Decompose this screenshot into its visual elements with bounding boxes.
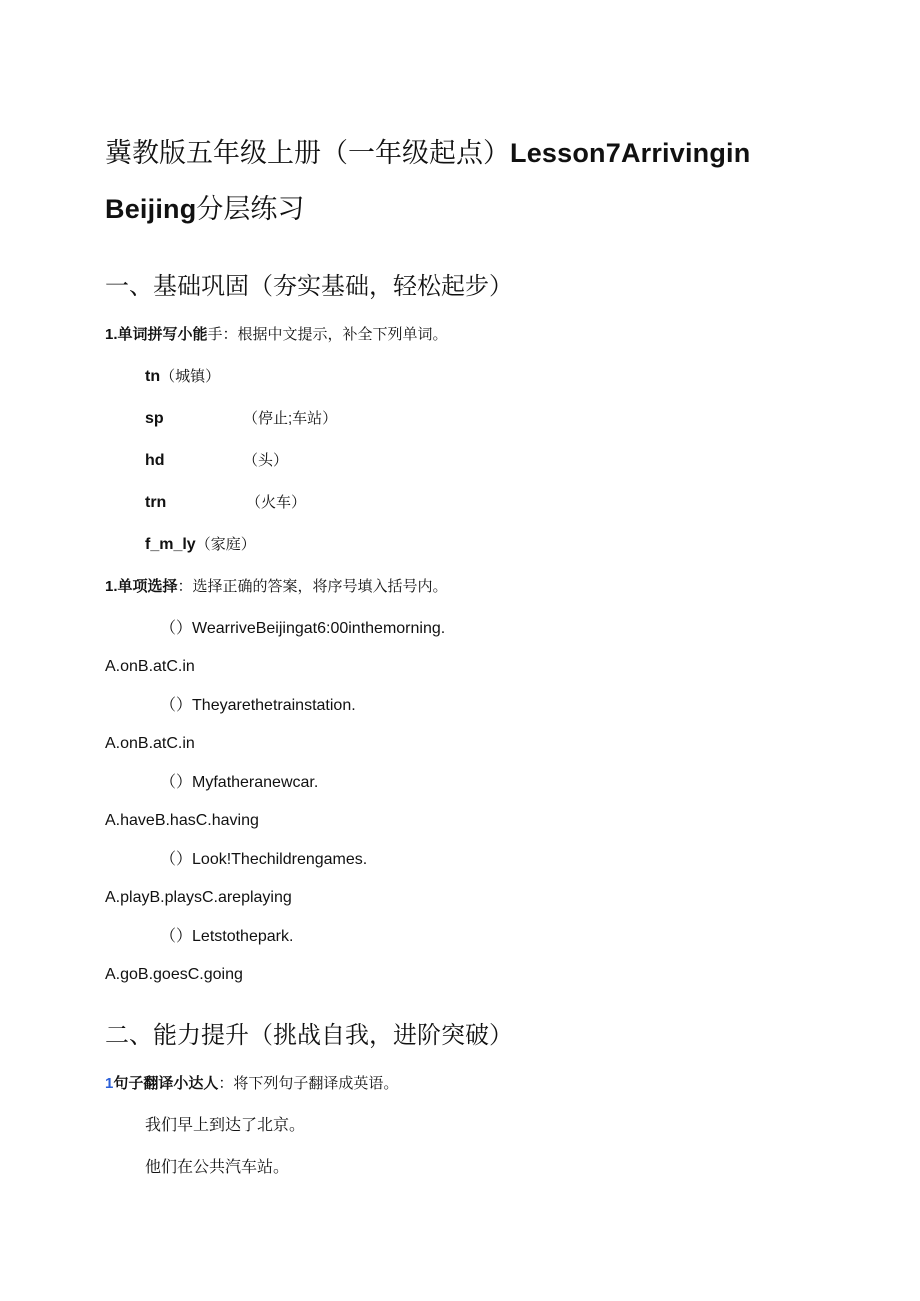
question-item <box>160 850 367 870</box>
document-title-line-1 <box>105 136 750 170</box>
word-text: hd <box>145 452 165 469</box>
translation-number: 1 <box>105 1075 114 1092</box>
word-text: sp <box>145 410 164 427</box>
choice-label: 单项选择 <box>117 578 178 595</box>
word-hint: （城镇） <box>160 368 221 385</box>
document-title-line-2 <box>105 192 304 226</box>
word-item <box>145 535 256 555</box>
word-text: f_m_ly <box>145 536 196 553</box>
question-options: A.goB.goesC.going <box>105 966 243 983</box>
question-text: Theyarethetrainstation. <box>192 697 356 714</box>
word-text: tn <box>145 368 161 385</box>
translation-sentence: 他们在公共汽车站。 <box>145 1159 290 1176</box>
spelling-label-tail: 手：根据中文提示，补全下列单词。 <box>207 326 448 343</box>
word-text: trn <box>145 494 167 511</box>
word-hint: （头） <box>243 452 289 469</box>
choice-instruction <box>105 577 448 597</box>
section-2-heading: 二、能力提升（挑战自我，进阶突破） <box>105 1022 513 1049</box>
spelling-label: 单词拼写小能 <box>117 326 208 343</box>
title-en-line2: Beijing <box>105 194 197 224</box>
question-options: A.playB.playsC.areplaying <box>105 889 292 906</box>
choice-number: 1. <box>105 578 118 595</box>
answer-paren[interactable]: （） <box>160 620 193 637</box>
question-options: A.onB.atC.in <box>105 658 195 675</box>
question-item <box>160 619 445 639</box>
question-item <box>160 696 356 716</box>
question-options: A.onB.atC.in <box>105 735 195 752</box>
answer-paren[interactable]: （） <box>160 774 193 791</box>
word-hint: （停止;车站） <box>243 410 338 427</box>
answer-paren[interactable]: （） <box>160 851 193 868</box>
title-cn-suffix: 分层练习 <box>196 194 305 224</box>
title-cn-prefix: 冀教版五年级上册（一年级起点） <box>105 138 510 168</box>
answer-paren[interactable]: （） <box>160 928 193 945</box>
choice-label-tail: ：选择正确的答案，将序号填入括号内。 <box>177 578 448 595</box>
translation-instruction <box>105 1074 398 1094</box>
translation-label-tail: ：将下列句子翻译成英语。 <box>218 1075 399 1092</box>
question-item <box>160 927 293 947</box>
question-options: A.haveB.hasC.having <box>105 812 259 829</box>
word-item <box>145 451 165 471</box>
word-item <box>145 367 220 387</box>
answer-paren[interactable]: （） <box>160 697 193 714</box>
spelling-instruction <box>105 325 448 345</box>
question-text: WearriveBeijingat6:00inthemorning. <box>192 620 446 637</box>
question-item <box>160 773 318 793</box>
word-hint: （家庭） <box>195 536 256 553</box>
word-item <box>145 493 166 513</box>
section-1-heading: 一、基础巩固（夯实基础，轻松起步） <box>105 273 513 300</box>
translation-label: 句子翻译小达人 <box>113 1075 219 1092</box>
question-text: Myfatheranewcar. <box>192 774 319 791</box>
spelling-number: 1. <box>105 326 118 343</box>
word-item <box>145 409 164 429</box>
translation-sentence: 我们早上到达了北京。 <box>145 1117 306 1134</box>
question-text: Look!Thechildrengames. <box>192 851 368 868</box>
title-en-line1: Lesson7Arrivingin <box>510 138 751 168</box>
question-text: Letstothepark. <box>192 928 294 945</box>
word-hint: （火车） <box>246 494 307 511</box>
